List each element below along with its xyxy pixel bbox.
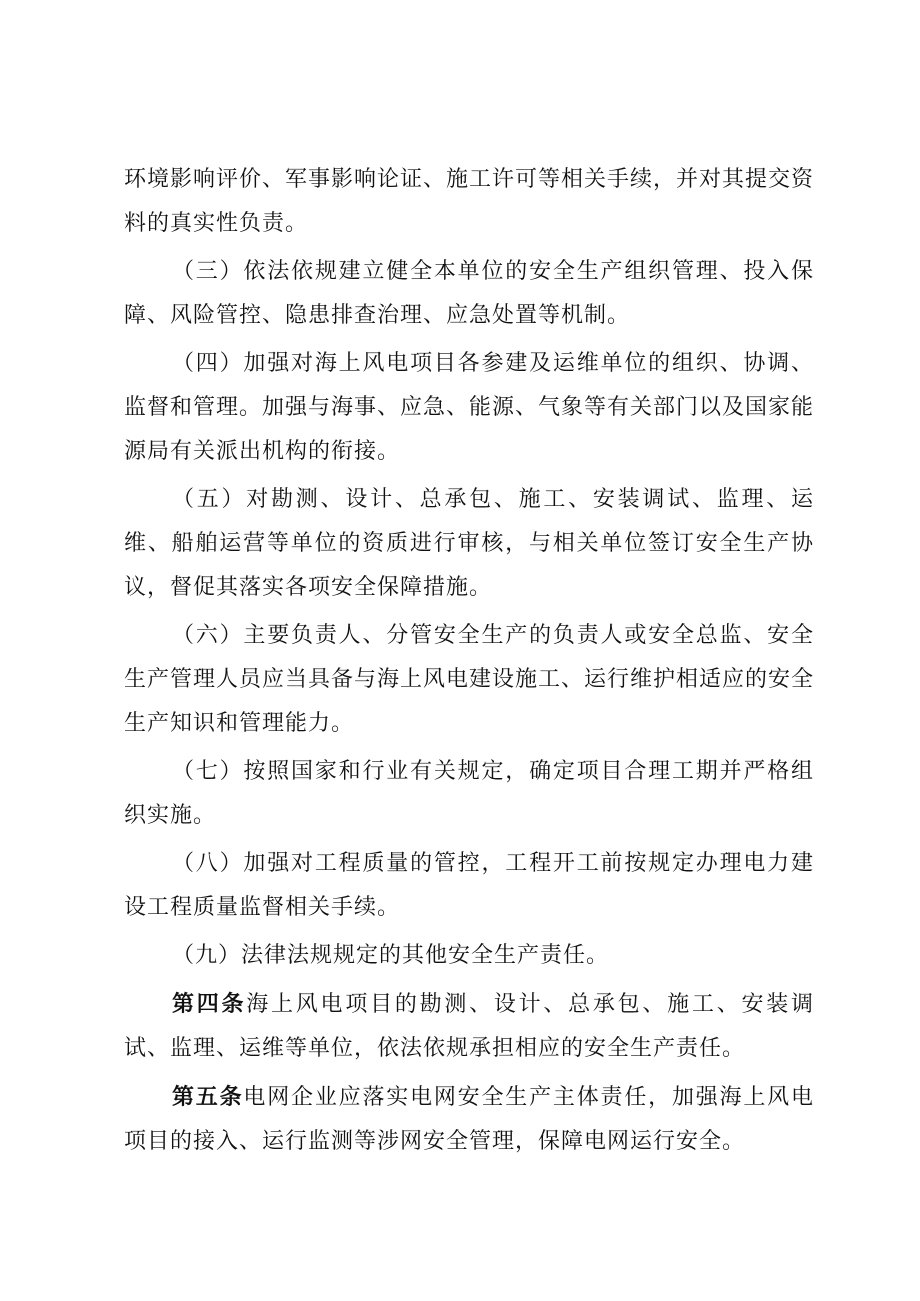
- paragraph-continued: [124, 158, 814, 246]
- paragraph-item-4: [124, 342, 814, 474]
- paragraph-article-4: [124, 982, 814, 1071]
- paragraph-text: （九）法律法规规定的其他安全生产责任。: [172, 943, 610, 968]
- paragraph-article-5: [124, 1075, 814, 1164]
- paragraph-text: （八）加强对工程质量的管控，工程开工前按规定办理电力建设工程质量监督相关手续。: [124, 851, 814, 920]
- paragraph-item-8: [124, 842, 814, 930]
- paragraph-text: （三）依法依规建立健全本单位的安全生产组织管理、投入保障、风险管控、隐患排查治理、应急处置等机制。: [124, 259, 814, 328]
- article-number: 第四条: [172, 991, 247, 1017]
- paragraph-text: 环境影响评价、军事影响论证、施工许可等相关手续，并对其提交资料的真实性负责。: [124, 167, 815, 236]
- paragraph-item-9: [124, 934, 814, 978]
- paragraph-text: （六）主要负责人、分管安全生产的负责人或安全总监、安全生产管理人员应当具备与海上风电建设施工、运行维护相适应的安全生产知识和管理能力。: [124, 623, 815, 736]
- paragraph-item-5: [124, 478, 814, 610]
- document-body: [124, 158, 814, 1168]
- article-number: 第五条: [172, 1084, 244, 1110]
- paragraph-text: 电网企业应落实电网安全生产主体责任，加强海上风电项目的接入、运行监测等涉网安全管理，保障电网运行安全。: [124, 1085, 814, 1154]
- paragraph-text: （七）按照国家和行业有关规定，确定项目合理工期并严格组织实施。: [124, 759, 814, 828]
- paragraph-item-3: [124, 250, 814, 338]
- paragraph-item-6: [124, 614, 814, 746]
- paragraph-item-7: [124, 750, 814, 838]
- paragraph-text: 海上风电项目的勘测、设计、总承包、施工、安装调试、监理、运维等单位，依法依规承担相应的安全生产责任。: [124, 992, 814, 1061]
- paragraph-text: （五）对勘测、设计、总承包、施工、安装调试、监理、运维、船舶运营等单位的资质进行审核，与相关单位签订安全生产协议，督促其落实各项安全保障措施。: [124, 487, 814, 600]
- paragraph-text: （四）加强对海上风电项目各参建及运维单位的组织、协调、监督和管理。加强与海事、应急、能源、气象等有关部门以及国家能源局有关派出机构的衔接。: [124, 351, 815, 464]
